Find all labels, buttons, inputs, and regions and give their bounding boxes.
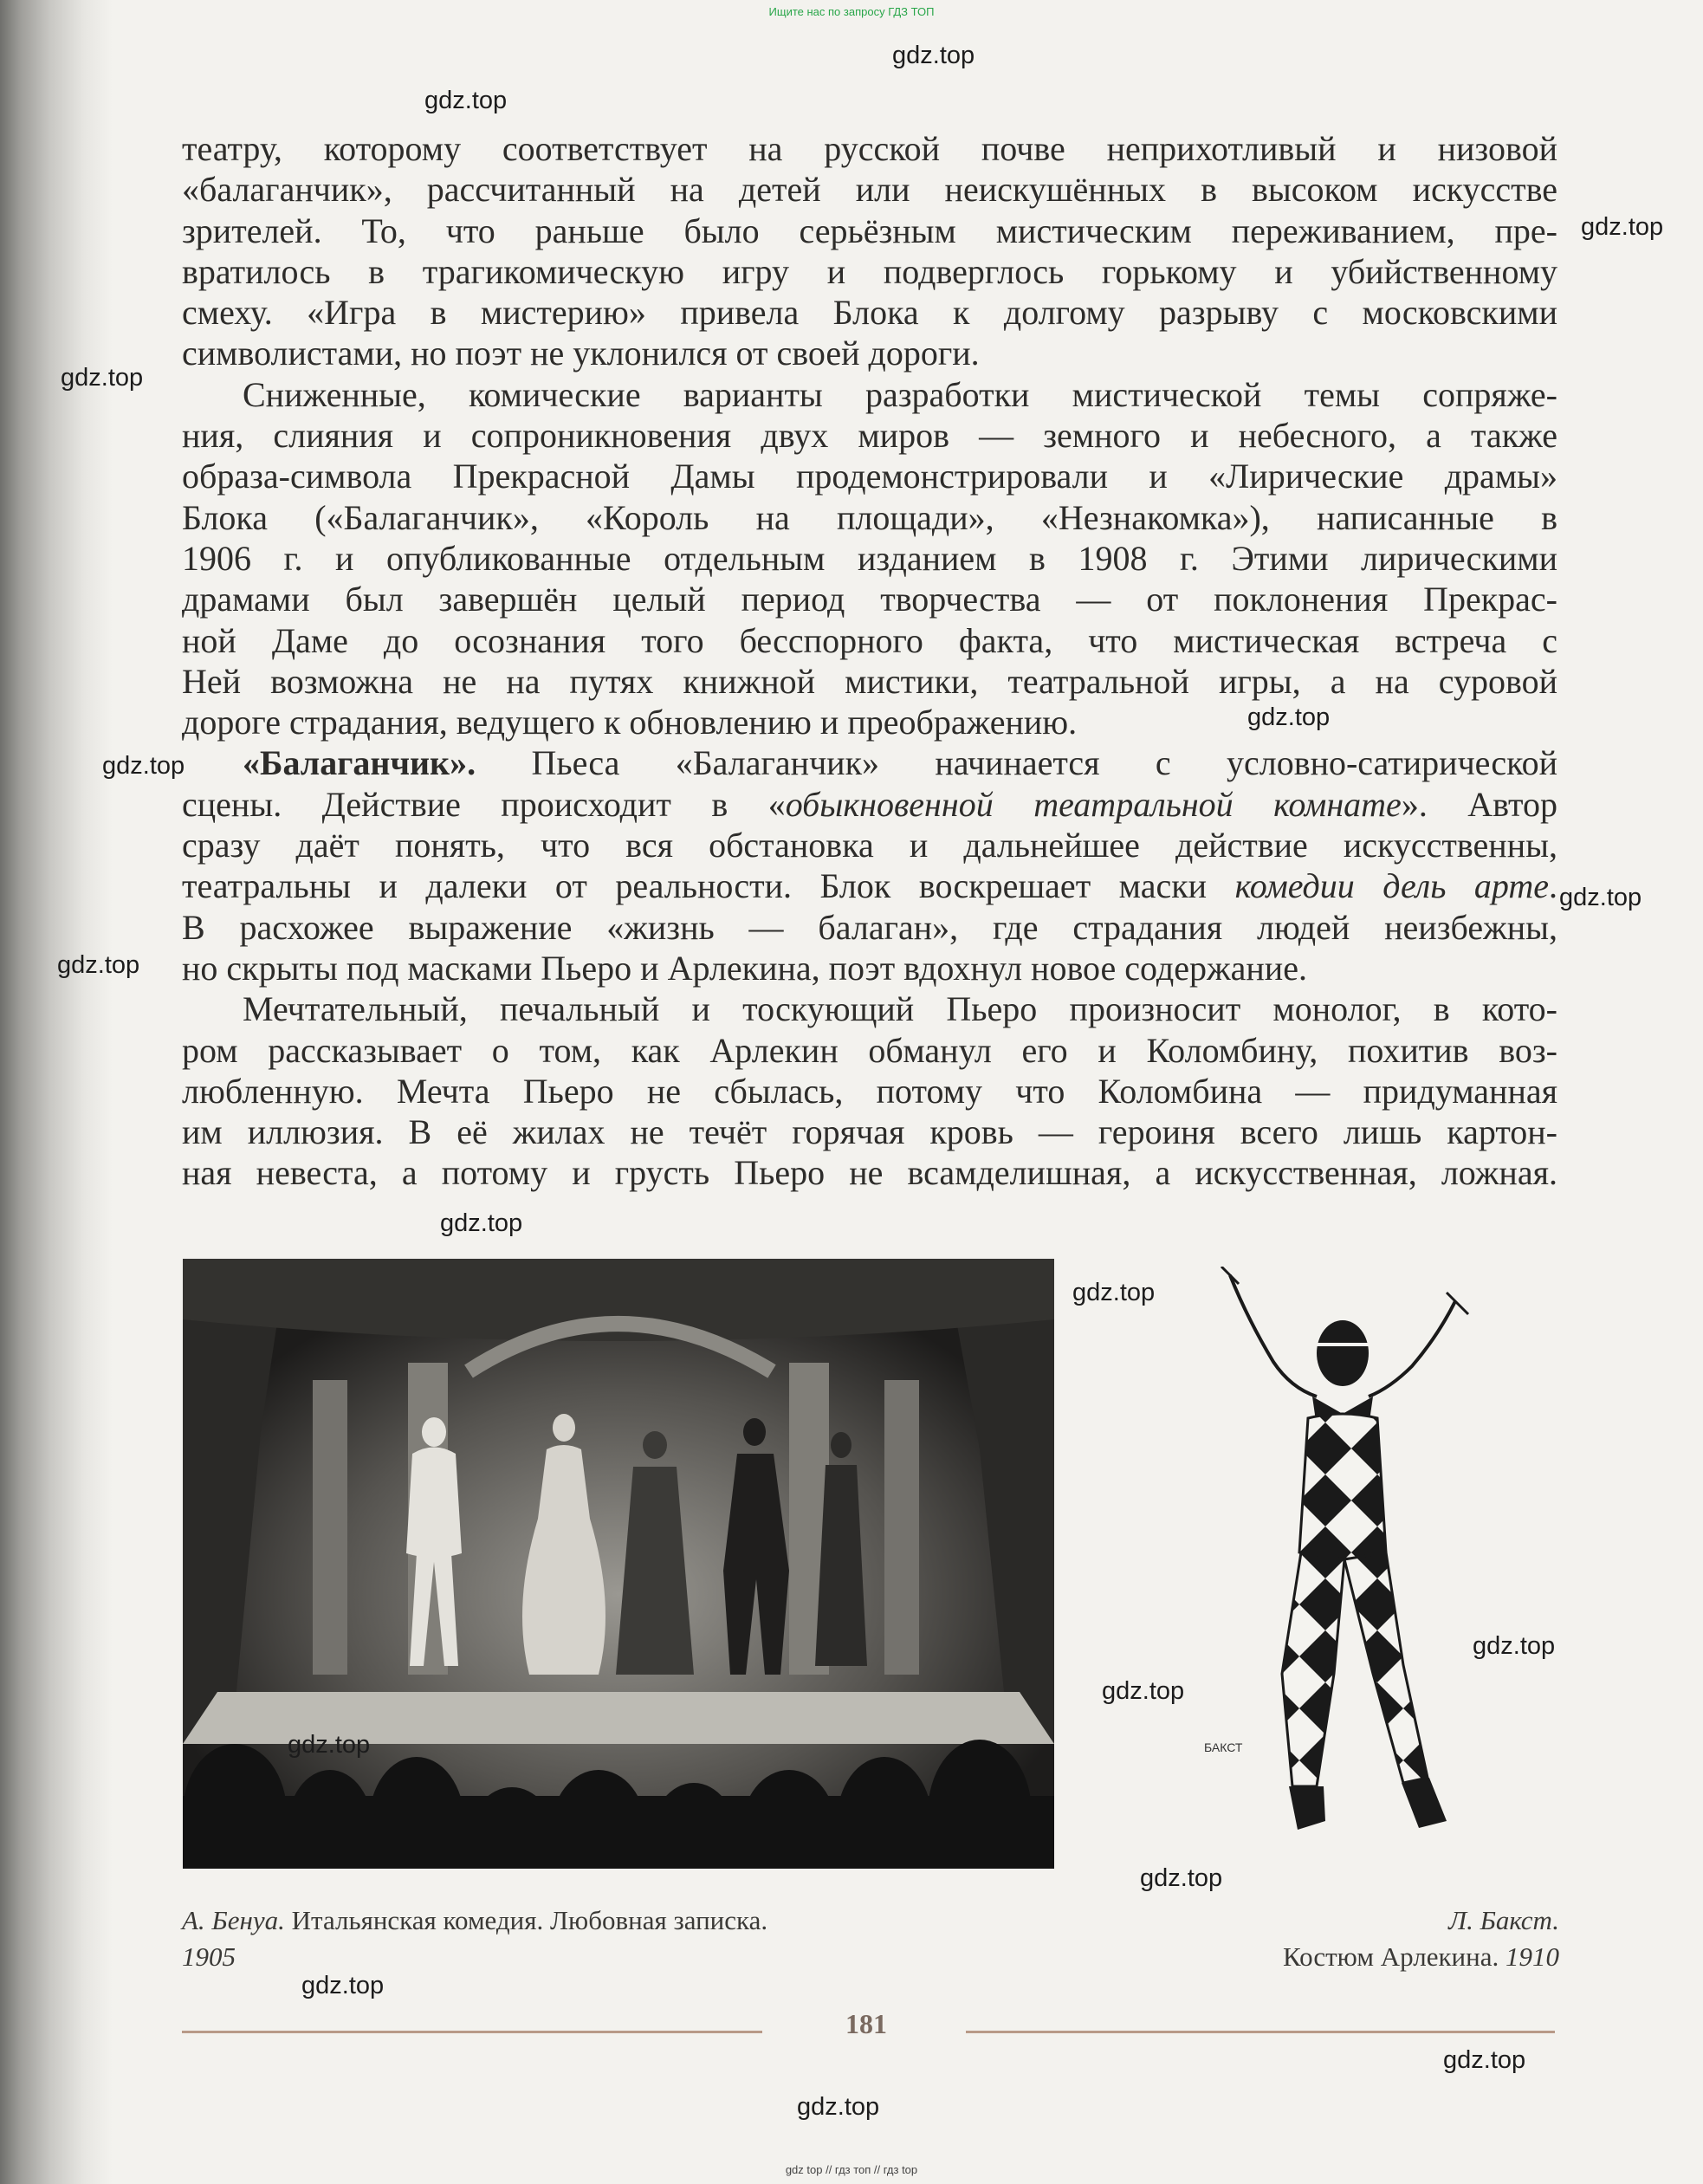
text-line: Мечтательный, печальный и тоскующий Пьеро произносит монолог, в кото- (243, 989, 1557, 1029)
text-line: Блока («Балаганчик», «Король на площади», «Незнакомка»), написанные в (182, 497, 1557, 537)
bakst-costume-sketch (1195, 1267, 1481, 1864)
text-line: ной Даме до осознания того бесспорного факта, что мистическая встреча с (182, 620, 1557, 660)
watermark: gdz.top (1559, 884, 1642, 911)
caption-title: Итальянская комедия. Любовная записка. (284, 1905, 768, 1935)
text-line: ния, слияния и сопроникновения двух миров — земного и небесного, а также (182, 416, 1557, 456)
watermark: gdz.top (61, 364, 144, 392)
text-line: Сниженные, комические варианты разработки мистической темы сопряже- (243, 374, 1557, 414)
text-line: театральны и далеки от реальности. Блок воскрешает маски комедии дель арте. (182, 866, 1558, 906)
text-line: театру, которому соответствует на русской почве неприхотливый и низовой (182, 129, 1557, 168)
text-line: но скрыты под масками Пьеро и Арлекина, поэт вдохнул новое содержание. (182, 948, 1307, 988)
caption-year: 1905 (182, 1941, 236, 1972)
section-heading-line: «Балаганчик». Пьеса «Балаганчик» начинается с условно-сатирической (243, 743, 1557, 783)
watermark: gdz.top (288, 1731, 371, 1759)
watermark: gdz.top (892, 42, 975, 69)
watermark: gdz.top (301, 1972, 385, 1999)
caption-author: Л. Бакст. (1448, 1905, 1559, 1935)
watermark: gdz.top (1072, 1279, 1156, 1306)
text-line: им иллюзия. В её жилах не течёт горячая кровь — героиня всего лишь картон- (182, 1112, 1557, 1152)
page-number: 181 (845, 2008, 887, 2039)
text-line: образа-символа Прекрасной Дамы продемонстрировали и «Лирические драмы» (182, 457, 1557, 496)
watermark: gdz.top (440, 1209, 523, 1237)
text-line: В расхожее выражение «жизнь — балаган», где страдания людей неизбежны, (182, 907, 1557, 947)
caption-title: Костюм Арлекина. (1282, 1941, 1506, 1972)
watermark: gdz.top (1581, 213, 1664, 241)
bottom-banner[interactable]: gdz top // гдз топ // гдз top (785, 2163, 918, 2176)
text-line: дороге страдания, ведущего к обновлению и преображению. (182, 703, 1078, 742)
benois-painting (183, 1259, 1054, 1869)
text-line: любленную. Мечта Пьеро не сбылась, потому что Коломбина — придуманная (182, 1071, 1557, 1111)
footer-rule-right (966, 2031, 1555, 2033)
watermark: gdz.top (1140, 1864, 1223, 1892)
left-figure-caption (182, 1902, 962, 1975)
watermark: gdz.top (1247, 703, 1331, 731)
text-line: ром рассказывает о том, как Арлекин обманул его и Коломбину, похитив воз- (182, 1030, 1557, 1070)
watermark: gdz.top (1102, 1677, 1185, 1705)
caption-year: 1910 (1506, 1941, 1559, 1972)
body-text (182, 128, 1557, 1194)
watermark: gdz.top (57, 951, 140, 979)
artist-signature: БАКСТ (1204, 1740, 1243, 1754)
text-line: сразу даёт понять, что вся обстановка и дальнейшее действие искусственны, (182, 826, 1557, 865)
italic-term: комедии дель арте (1234, 866, 1550, 906)
harlequin-illustration (1195, 1267, 1481, 1864)
watermark: gdz.top (797, 2093, 880, 2121)
watermark: gdz.top (102, 752, 185, 780)
text-line: 1906 г. и опубликованные отдельным изданием в 1908 г. Этими лирическими (182, 538, 1557, 578)
painting-illustration (183, 1259, 1054, 1869)
text-line: Ней возможна не на путях книжной мистики, театральной игры, а на суровой (182, 661, 1557, 701)
text-line: ная невеста, а потому и грусть Пьеро не всамделишная, а искусственная, ложная. (182, 1153, 1557, 1193)
text-line: смеху. «Игра в мистерию» привела Блока к долгому разрыву с московскими (182, 293, 1557, 333)
text-line: зрителей. То, что раньше было серьёзным мистическим переживанием, пре- (182, 211, 1557, 250)
watermark: gdz.top (424, 87, 508, 114)
text-line: драмами был завершён целый период творчества — от поклонения Прекрас- (182, 580, 1557, 619)
text-line: вратилось в трагикомическую игру и подверглось горькому и убийственному (182, 251, 1557, 291)
top-banner[interactable]: Ищите нас по запросу ГДЗ ТОП (768, 5, 935, 18)
section-heading: «Балаганчик». (243, 743, 476, 783)
watermark: gdz.top (1443, 2046, 1526, 2074)
book-spine-shadow (0, 0, 113, 2184)
text-line: символистами, но поэт не уклонился от своей дороги. (182, 334, 980, 373)
text-line: «балаганчик», рассчитанный на детей или неискушённых в высоком искусстве (182, 170, 1557, 210)
text-line: сцены. Действие происходит в «обыкновенной театральной комнате». Автор (182, 784, 1557, 824)
caption-author: А. Бенуа. (182, 1905, 285, 1935)
footer-rule-left (182, 2031, 762, 2033)
right-figure-caption (1039, 1902, 1559, 1975)
watermark: gdz.top (1473, 1632, 1556, 1660)
italic-term: обыкновенной театральной комнате (785, 784, 1402, 824)
